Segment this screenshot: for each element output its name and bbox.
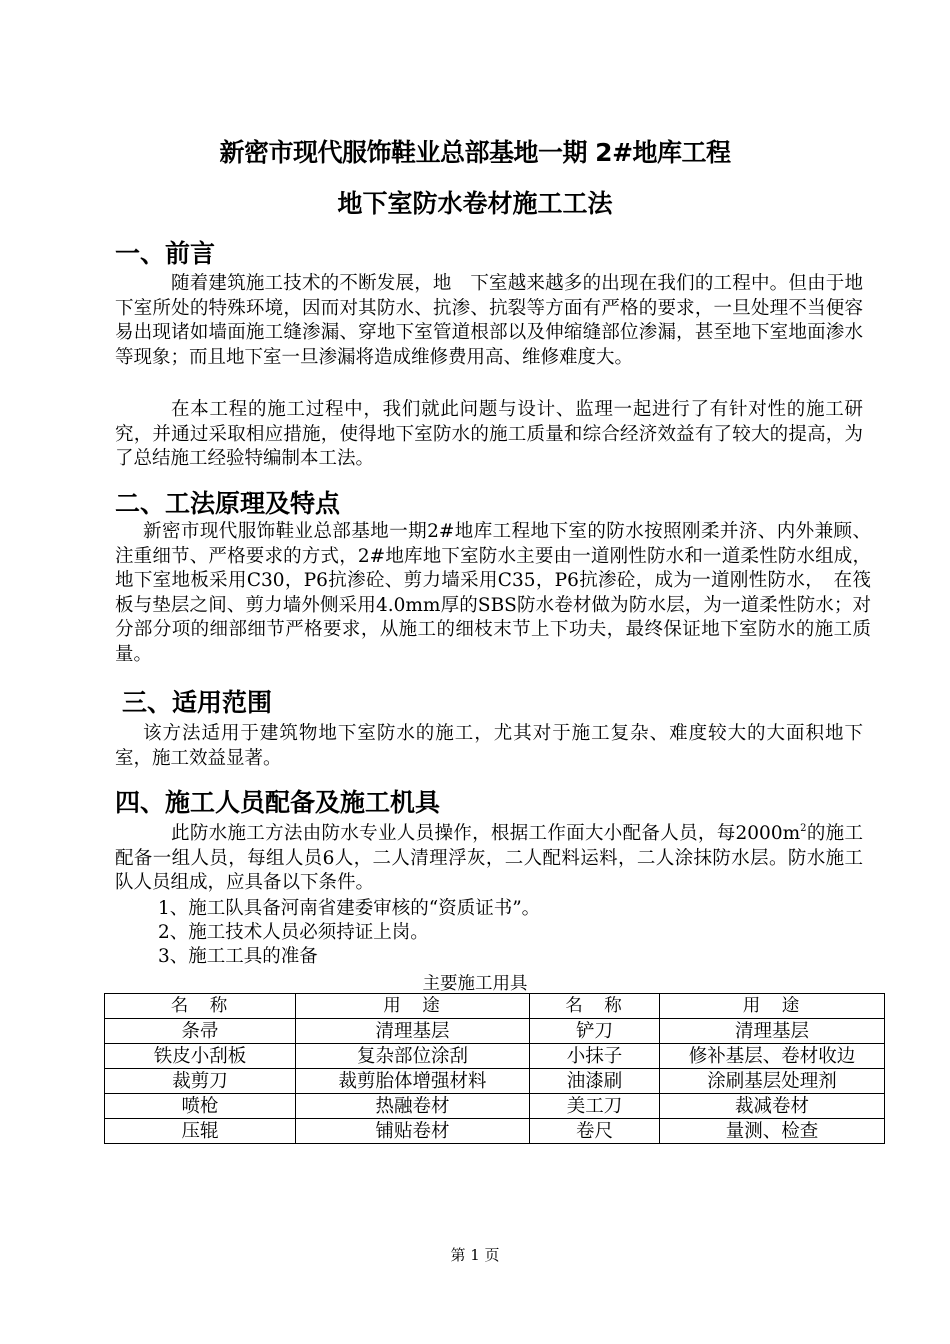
requirement-item-2: 2、施工技术人员必须持证上岗。 — [158, 922, 429, 943]
table-cell: 铺贴卷材 — [296, 1119, 530, 1144]
table-cell: 油漆刷 — [530, 1069, 660, 1094]
staffing-paragraph — [115, 822, 863, 896]
staffing-paragraph-part2: 的施工配备一组人员，每组人员6人，二人清理浮灰，二人配料运料，二人涂抹防水层。防水施工队人员组成，应具备以下条件。 — [115, 823, 863, 893]
requirement-item-1: 1、施工队具备河南省建委审核的“资质证书”。 — [158, 898, 541, 919]
table-header-cell: 名 称 — [105, 994, 296, 1019]
requirement-item-3: 3、施工工具的准备 — [158, 946, 318, 967]
table-cell: 卷尺 — [530, 1119, 660, 1144]
table-cell: 量测、检查 — [660, 1119, 885, 1144]
tools-table — [104, 993, 885, 1144]
preface-paragraph-1: 随着建筑施工技术的不断发展，地 下室越来越多的出现在我们的工程中。但由于地下室所处的特殊环境，因而对其防水、抗渗、抗裂等方面有严格的要求，一旦处理不当便容易出现诸如墙面施工缝渗漏、穿地下室管道根部以及伸缩缝部位渗漏，甚至地下室地面渗水等现象；而且地下室一旦渗漏将造成维修费用高、维修难度大。 — [115, 273, 863, 368]
table-cell: 条帚 — [105, 1019, 296, 1044]
section-heading-preface: 一、前言 — [115, 239, 216, 268]
table-cell: 复杂部位涂刮 — [296, 1044, 530, 1069]
table-row — [105, 1069, 885, 1094]
table-header-cell: 用 途 — [296, 994, 530, 1019]
table-cell: 涂刷基层处理剂 — [660, 1069, 885, 1094]
section-heading-principle: 二、工法原理及特点 — [115, 489, 341, 518]
table-row — [105, 1044, 885, 1069]
table-cell: 裁剪胎体增强材料 — [296, 1069, 530, 1094]
table-cell: 裁剪刀 — [105, 1069, 296, 1094]
document-title-line1: 新密市现代服饰鞋业总部基地一期 2#地库工程 — [219, 138, 731, 167]
table-header-row — [105, 994, 885, 1019]
table-cell: 压辊 — [105, 1119, 296, 1144]
document-title-line2: 地下室防水卷材施工工法 — [337, 189, 613, 218]
table-cell: 铁皮小刮板 — [105, 1044, 296, 1069]
section-heading-staffing: 四、施工人员配备及施工机具 — [115, 788, 441, 817]
table-cell: 修补基层、卷材收边 — [660, 1044, 885, 1069]
preface-paragraph-2: 在本工程的施工过程中，我们就此问题与设计、监理一起进行了有针对性的施工研究，并通过采取相应措施，使得地下室防水的施工质量和综合经济效益有了较大的提高，为了总结施工经验特编制本工法。 — [115, 399, 863, 469]
table-cell: 铲刀 — [530, 1019, 660, 1044]
staffing-paragraph-part1: 此防水施工方法由防水专业人员操作，根据工作面大小配备人员，每2000m — [171, 823, 801, 844]
section-heading-scope: 三、适用范围 — [122, 688, 273, 717]
table-caption: 主要施工用具 — [422, 974, 528, 994]
table-row — [105, 1019, 885, 1044]
principle-paragraph: 新密市现代服饰鞋业总部基地一期2#地库工程地下室的防水按照刚柔并济、内外兼顾、注重细节、严格要求的方式，2#地库地下室防水主要由一道刚性防水和一道柔性防水组成，地下室地板采用C30，P6抗渗砼、剪力墙采用C35，P6抗渗砼，成为一道刚性防水， 在筏板与垫层之间、剪力墙外侧采用4.0mm厚的SBS防水卷材做为防水层，为一道柔性防水；对分部分项的细部细节严格要求，从施工的细枝末节上下功夫，最终保证地下室防水的施工质量。 — [115, 521, 871, 665]
table-cell: 裁减卷材 — [660, 1094, 885, 1119]
table-header-cell: 名 称 — [530, 994, 660, 1019]
square-superscript: 2 — [800, 823, 807, 834]
scope-paragraph: 该方法适用于建筑物地下室防水的施工，尤其对于施工复杂、难度较大的大面积地下室，施工效益显著。 — [115, 723, 863, 769]
table-cell: 清理基层 — [660, 1019, 885, 1044]
table-cell: 美工刀 — [530, 1094, 660, 1119]
page-number: 第 1 页 — [450, 1246, 500, 1264]
table-row — [105, 1094, 885, 1119]
table-row — [105, 1119, 885, 1144]
table-cell: 热融卷材 — [296, 1094, 530, 1119]
table-cell: 小抹子 — [530, 1044, 660, 1069]
table-cell: 清理基层 — [296, 1019, 530, 1044]
table-cell: 喷枪 — [105, 1094, 296, 1119]
table-header-cell: 用 途 — [660, 994, 885, 1019]
